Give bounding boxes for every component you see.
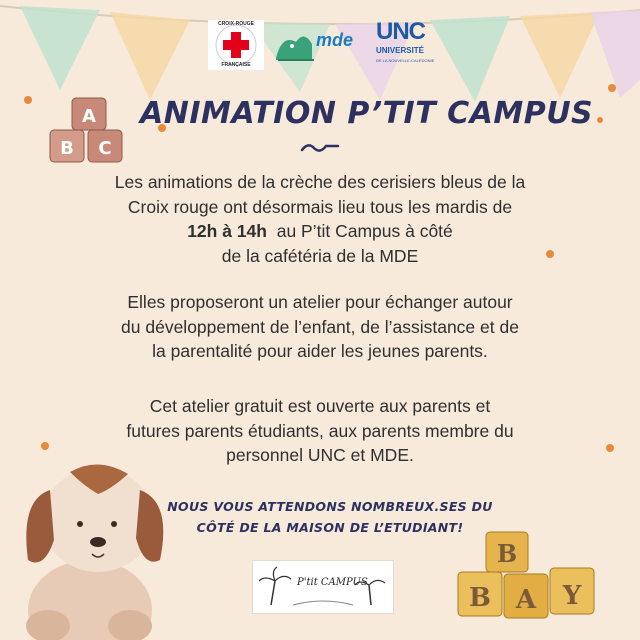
unc-logo-sub1: UNIVERSITÉ — [376, 46, 425, 55]
workshop-line-2: du développement de l’enfant, de l’assistance et de — [121, 316, 519, 337]
block-letter-a: A — [82, 106, 96, 127]
intro-line-2: Croix rouge ont désormais lieu tous les mardis de — [127, 196, 513, 217]
block-letter-c: C — [98, 138, 112, 159]
unc-logo — [374, 18, 440, 70]
audience-line-2: futures parents étudiants, aux parents membre du — [126, 420, 514, 441]
workshop-line-1: Elles proposeront un atelier pour échanger autour — [127, 292, 513, 312]
intro-paragraph — [70, 170, 570, 268]
schedule-time: 12h à 14h — [187, 221, 267, 241]
intro-line-1: Les animations de la crèche des cerisiers bleus de la — [114, 172, 526, 192]
baby-block-letter-1: B — [496, 539, 518, 568]
unc-logo-main: UNC — [376, 18, 425, 45]
ptit-campus-logo — [252, 560, 394, 614]
workshop-line-3: la parentalité pour aider les jeunes parents. — [152, 341, 488, 361]
baby-blocks-icon — [456, 528, 606, 638]
page-title: ANIMATION P’TIT CAMPUS — [140, 96, 594, 131]
ptit-campus-text: P'tit CAMPUS — [297, 577, 368, 588]
croix-rouge-top-text: CROIX-ROUGE — [218, 21, 254, 27]
mde-logo — [272, 24, 368, 68]
audience-line-3: personnel UNC et MDE. — [226, 445, 414, 465]
workshop-paragraph — [70, 290, 570, 364]
call-to-action — [160, 496, 500, 538]
block-letter-b: B — [60, 138, 74, 159]
abc-blocks-icon — [48, 96, 140, 168]
squiggle-icon — [300, 140, 340, 156]
cta-line-2: CÔTÉ DE LA MAISON DE L’ETUDIANT! — [196, 520, 464, 535]
baby-block-letter-2: B — [469, 583, 491, 613]
baby-block-letter-4: Y — [562, 581, 582, 611]
croix-rouge-logo — [208, 20, 264, 70]
cta-line-1: NOUS VOUS ATTENDONS NOMBREUX.SES DU — [167, 499, 493, 514]
teddy-dog-icon — [10, 450, 190, 640]
intro-line-3-rest: au P’tit Campus à côté — [266, 221, 453, 241]
intro-line-4: de la cafétéria de la MDE — [221, 245, 419, 266]
croix-rouge-bottom-text: FRANÇAISE — [221, 62, 251, 68]
baby-block-letter-3: A — [515, 585, 537, 615]
audience-line-1: Cet atelier gratuit est ouverte aux parents et — [149, 396, 491, 416]
intro-line-3 — [70, 219, 570, 244]
mde-logo-text: mde — [316, 30, 354, 50]
unc-logo-sub2: DE LA NOUVELLE-CALÉDONIE — [376, 58, 435, 63]
